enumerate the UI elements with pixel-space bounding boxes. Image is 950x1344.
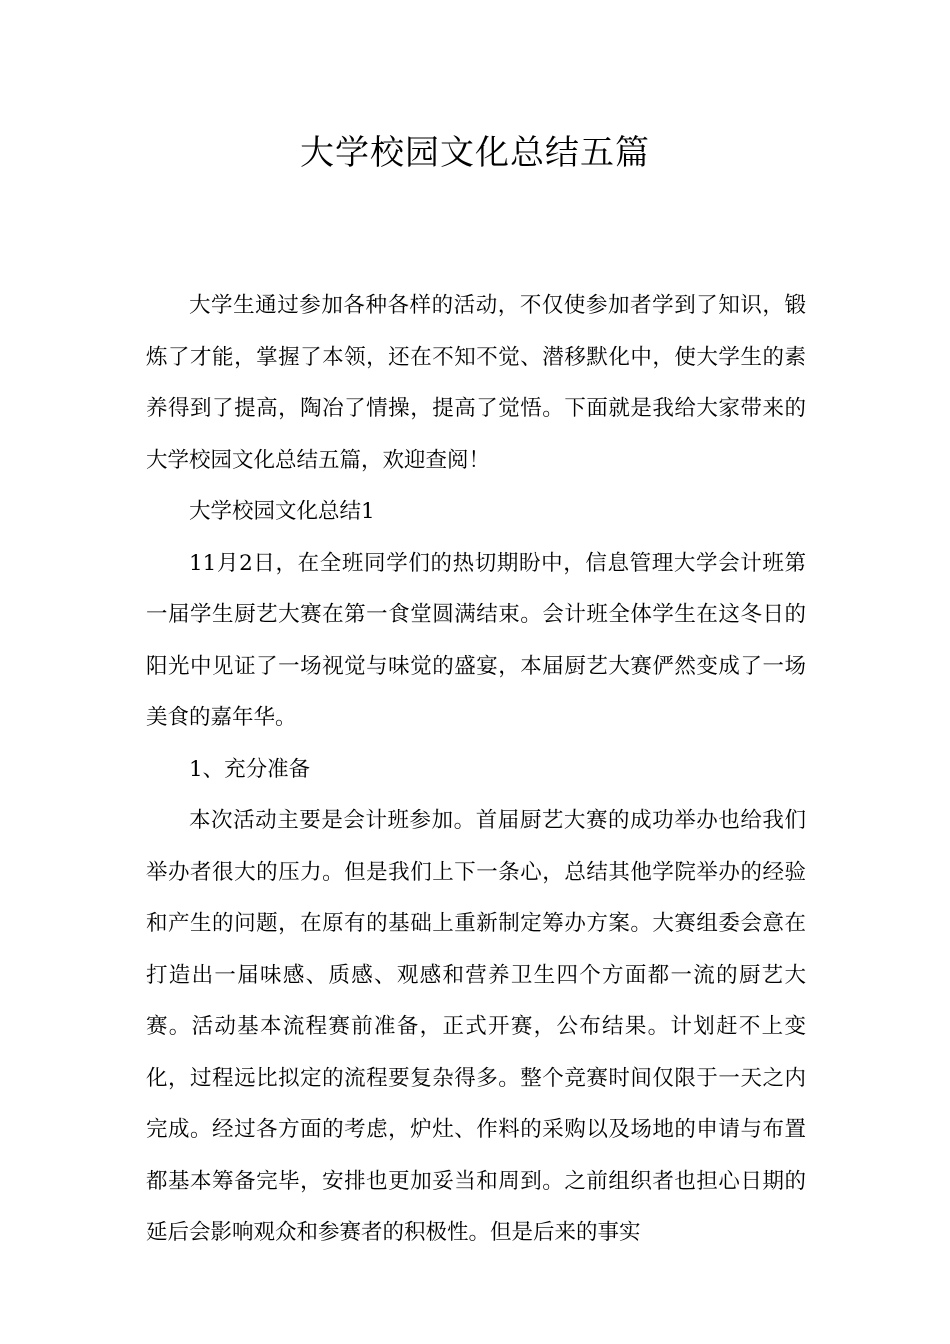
section-heading-summary-1: 大学校园文化总结1 [189,499,375,524]
paragraph-preparation-details: 本次活动主要是会计班参加。首届厨艺大赛的成功举办也给我们举办者很大的压力。但是我们上下一条心，总结其他学院举办的经验和产生的问题，在原有的基础上重新制定筹办方案。大赛组委会意在打造出一届味感、质感、观感和营养卫生四个方面都一流的厨艺大赛。活动基本流程赛前准备，正式开赛，公布结果。计划赶不上变化，过程远比拟定的流程要复杂得多。整个竞赛时间仅限于一天之内完成。经过各方面的考虑，炉灶、作料的采购以及场地的申请与布置都基本筹备完毕，安排也更加妥当和周到。之前组织者也担心日期的延后会影响观众和参赛者的积极性。但是后来的事实 [146,808,806,1245]
subheading-preparation: 1、充分准备 [189,756,311,782]
document-title: 大学校园文化总结五篇 [300,133,650,173]
document-body [146,280,806,1259]
paragraph-event-overview: 11月2日，在全班同学们的热切期盼中，信息管理大学会计班第一届学生厨艺大赛在第一食堂圆满结束。会计班全体学生在这冬日的阳光中见证了一场视觉与味觉的盛宴，本届厨艺大赛俨然变成了一场美食的嘉年华。 [146,550,806,730]
paragraph-intro: 大学生通过参加各种各样的活动，不仅使参加者学到了知识，锻炼了才能，掌握了本领，还在不知不觉、潜移默化中，使大学生的素养得到了提高，陶冶了情操，提高了觉悟。下面就是我给大家带来的大学校园文化总结五篇，欢迎查阅！ [146,293,806,473]
